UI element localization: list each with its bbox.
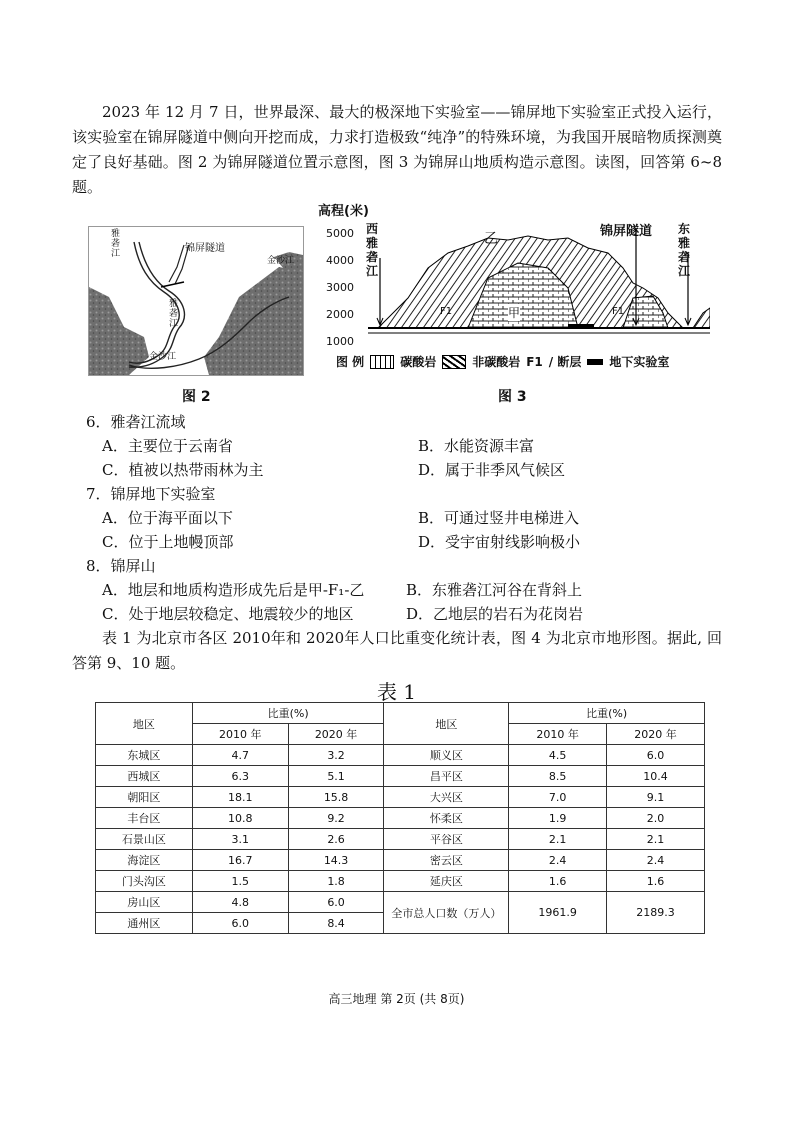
layer-yi-label: 乙: [484, 231, 498, 247]
fault-label-left: F1: [440, 306, 453, 317]
table-cell-2010: 4.7: [192, 745, 288, 766]
legend-lab: 地下实验室: [609, 355, 670, 369]
legend: [336, 353, 669, 370]
question-8-stem: 8．锦屏山: [86, 557, 156, 575]
q6-option-a: A．主要位于云南省: [102, 437, 233, 455]
table-cell-area: 朝阳区: [96, 787, 193, 808]
table-cell-2010: 1.9: [509, 808, 607, 829]
table-cell-area: 大兴区: [384, 787, 509, 808]
table-cell-2020: 9.2: [288, 808, 384, 829]
population-table: [95, 702, 705, 934]
table-cell-area: 延庆区: [384, 871, 509, 892]
table-body: [96, 703, 705, 934]
table-cell-2020: 2.1: [607, 829, 705, 850]
table-header-row: [96, 703, 705, 724]
map-label-jinsha-top: 金沙江: [267, 256, 295, 266]
elevation-axis-title: 高程(米): [318, 204, 369, 219]
legend-noncarbonate: 非碳酸岩: [472, 355, 521, 369]
map-label-jinsha-bottom: 金沙江: [149, 352, 177, 362]
question-7-stem: 7．锦屏地下实验室: [86, 485, 216, 503]
table-cell-area: 房山区: [96, 892, 193, 913]
table-row: [96, 871, 705, 892]
tick-5000: 5000: [326, 227, 354, 240]
table-cell-2020: 2.6: [288, 829, 384, 850]
layer-jia-label: 甲: [508, 306, 521, 320]
table-cell-2010: 18.1: [192, 787, 288, 808]
header-2020-right: 2020 年: [607, 724, 705, 745]
header-share-left: 比重(%): [192, 703, 384, 724]
q8-option-a: A．地层和地质构造形成先后是甲-F₁-乙: [102, 581, 365, 599]
table-cell-area: 顺义区: [384, 745, 509, 766]
table-row: [96, 766, 705, 787]
q7-option-d: D．受宇宙射线影响极小: [418, 533, 581, 551]
table-cell-2020: 2.4: [607, 850, 705, 871]
map-label-yalong-vertical: 雅砻江: [111, 229, 121, 259]
noncarbonate-swatch: [442, 355, 466, 369]
west-yalong-label: 西雅砻江: [366, 222, 379, 278]
header-area-left: 地区: [96, 703, 193, 745]
header-area-right: 地区: [384, 703, 509, 745]
table-cell-2020: 1.8: [288, 871, 384, 892]
tick-4000: 4000: [326, 254, 354, 267]
figure-3-section: [318, 198, 710, 376]
table-cell-2020: 5.1: [288, 766, 384, 787]
table-cell-2020: 10.4: [607, 766, 705, 787]
q8-option-b: B．东雅砻江河谷在背斜上: [406, 581, 583, 599]
table-row: [96, 892, 705, 913]
figure-2-map: [88, 226, 304, 376]
table-cell-area: 西城区: [96, 766, 193, 787]
table-cell-area: 平谷区: [384, 829, 509, 850]
table-cell-2020: 6.0: [288, 892, 384, 913]
q6-option-b: B．水能资源丰富: [418, 437, 535, 455]
elevation-ticks: [326, 220, 354, 355]
q6-option-c: C．植被以热带雨林为主: [102, 461, 264, 479]
intro-paragraph: 2023 年 12 月 7 日，世界最深、最大的极深地下实验室——锦屏地下实验室正式投入运行，该实验室在锦屏隧道中侧向开挖而成，力求打造极致“纯净”的特殊环境，为我国开展暗物质探测奠定了良好基础。图 2 为锦屏隧道位置示意图，图 3 为锦屏山地质构造示意图。读图，回答第 6~8 题。: [72, 103, 722, 196]
table-cell-2010: 7.0: [509, 787, 607, 808]
q7-option-a: A．位于海平面以下: [102, 509, 233, 527]
table-row: [96, 745, 705, 766]
figure-3-caption: 图 3: [498, 389, 527, 405]
q8-option-d: D．乙地层的岩石为花岗岩: [406, 605, 584, 623]
table-cell-area: 石景山区: [96, 829, 193, 850]
table-cell-2010: 8.5: [509, 766, 607, 787]
map-label-tunnel: 锦屏隧道: [185, 243, 225, 254]
table-cell-area: 海淀区: [96, 850, 193, 871]
carbonate-swatch: [370, 355, 394, 369]
table-cell-total-2010: 1961.9: [509, 892, 607, 934]
page-footer: 高三地理 第 2页 (共 8页): [328, 992, 465, 1006]
table-cell-2020: 15.8: [288, 787, 384, 808]
table-cell-total-2020: 2189.3: [607, 892, 705, 934]
table-row: [96, 850, 705, 871]
table-cell-2010: 2.4: [509, 850, 607, 871]
table-cell-2020: 14.3: [288, 850, 384, 871]
table-cell-area: 东城区: [96, 745, 193, 766]
table-cell-2020: 9.1: [607, 787, 705, 808]
header-2020-left: 2020 年: [288, 724, 384, 745]
table-cell-area: 门头沟区: [96, 871, 193, 892]
q7-option-c: C．位于上地幔顶部: [102, 533, 234, 551]
question-6-stem: 6．雅砻江流域: [86, 413, 186, 431]
legend-carbonate: 碳酸岩: [400, 355, 437, 369]
table-cell-area: 密云区: [384, 850, 509, 871]
figure-2-caption: 图 2: [182, 389, 211, 405]
table-cell-2020: 2.0: [607, 808, 705, 829]
tick-2000: 2000: [326, 308, 354, 321]
map-label-yalong-mid: 雅砻江: [169, 299, 179, 329]
tunnel-label: 锦屏隧道: [600, 224, 653, 239]
table-1-title: 表 1: [376, 680, 417, 704]
table-cell-area: 丰台区: [96, 808, 193, 829]
table-cell-area: 怀柔区: [384, 808, 509, 829]
q6-option-d: D．属于非季风气候区: [418, 461, 566, 479]
header-2010-left: 2010 年: [192, 724, 288, 745]
intro-paragraph-2: 表 1 为北京市各区 2010年和 2020年人口比重变化统计表，图 4 为北京市地形图。据此, 回答第 9、10 题。: [72, 629, 722, 672]
table-cell-2010: 1.5: [192, 871, 288, 892]
table-cell-2010: 16.7: [192, 850, 288, 871]
table-cell-area: 昌平区: [384, 766, 509, 787]
table-cell-2010: 10.8: [192, 808, 288, 829]
tick-1000: 1000: [326, 335, 354, 348]
table-cell-2010: 3.1: [192, 829, 288, 850]
east-yalong-label: 东雅砻江: [678, 222, 691, 278]
header-share-right: 比重(%): [509, 703, 705, 724]
table-cell-2010: 4.8: [192, 892, 288, 913]
legend-fault: / 断层: [548, 355, 582, 369]
table-cell-2010: 4.5: [509, 745, 607, 766]
fault-label-right: F1: [612, 306, 625, 317]
legend-title: 图 例: [336, 355, 365, 369]
table-cell-2010: 6.0: [192, 913, 288, 934]
table-cell-2010: 2.1: [509, 829, 607, 850]
table-cell-total-label: 全市总人口数（万人）: [384, 892, 509, 934]
cross-section-drawing: [368, 228, 710, 340]
table-cell-2020: 8.4: [288, 913, 384, 934]
tick-3000: 3000: [326, 281, 354, 294]
table-cell-2020: 3.2: [288, 745, 384, 766]
table-cell-2010: 6.3: [192, 766, 288, 787]
q8-option-c: C．处于地层较稳定、地震较少的地区: [102, 605, 354, 623]
table-row: [96, 829, 705, 850]
lab-swatch: [587, 359, 603, 365]
table-row: [96, 808, 705, 829]
table-cell-2020: 6.0: [607, 745, 705, 766]
table-row: [96, 787, 705, 808]
table-cell-2020: 1.6: [607, 871, 705, 892]
table-cell-area: 通州区: [96, 913, 193, 934]
legend-fault-symbol: F1: [526, 354, 543, 369]
header-2010-right: 2010 年: [509, 724, 607, 745]
table-cell-2010: 1.6: [509, 871, 607, 892]
q7-option-b: B．可通过竖井电梯进入: [418, 509, 580, 527]
